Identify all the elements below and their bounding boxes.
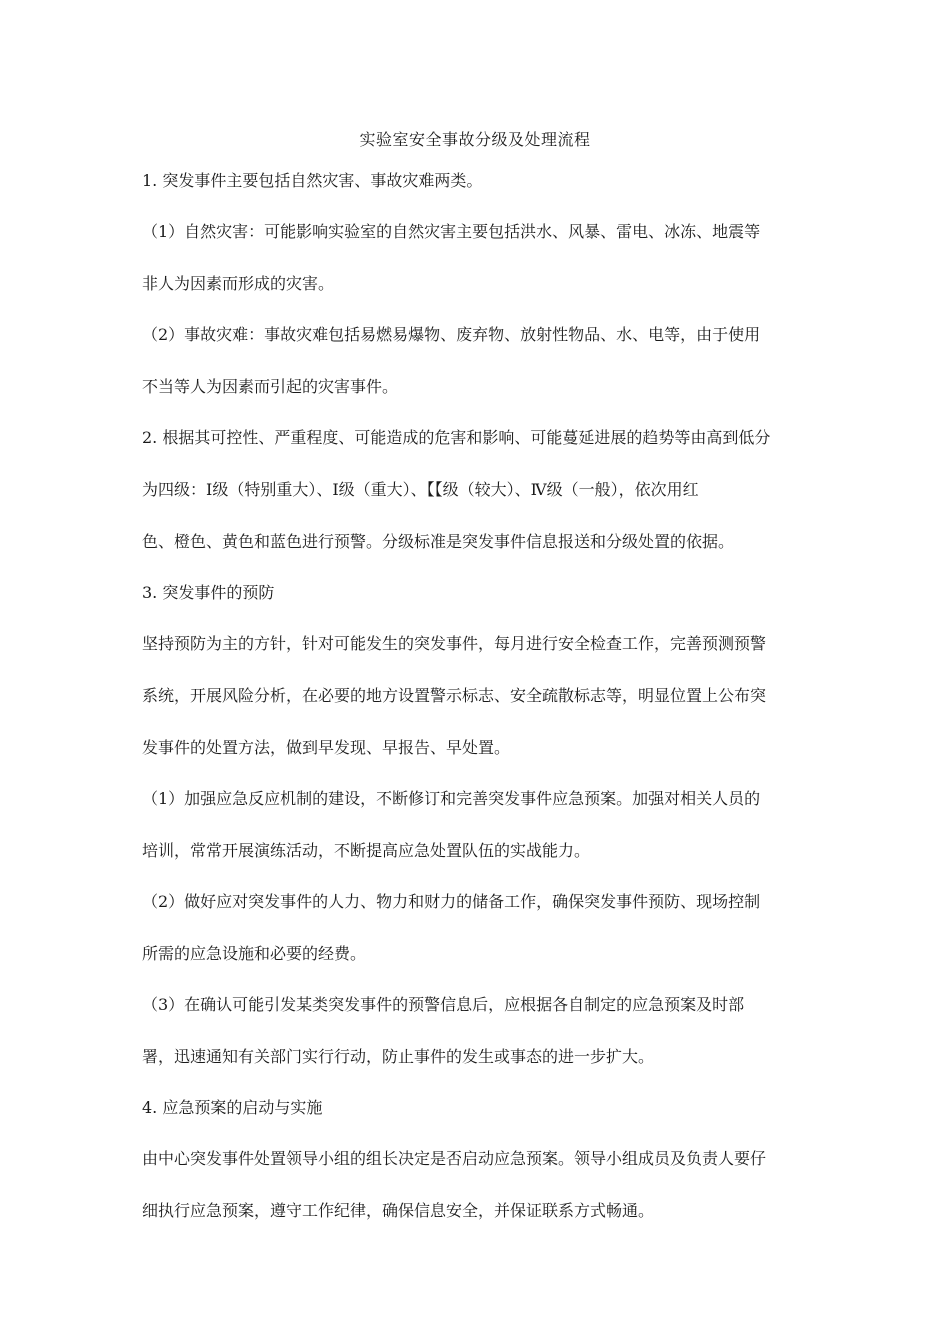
paragraph-line: 2. 根据其可控性、严重程度、可能造成的危害和影响、可能蔓延进展的趋势等由高到低分 xyxy=(142,428,771,447)
paragraph-natural-disaster xyxy=(142,219,822,296)
paragraph-prevention-2 xyxy=(142,889,822,966)
paragraph-line: 4. 应急预案的启动与实施 xyxy=(142,1098,323,1117)
paragraph-line: 细执行应急预案，遵守工作纪律，确保信息安全，并保证联系方式畅通。 xyxy=(142,1201,655,1220)
paragraph-line: （1）自然灾害：可能影响实验室的自然灾害主要包括洪水、风暴、雷电、冰冻、地震等 xyxy=(142,222,761,241)
paragraph-line: （1）加强应急反应机制的建设，不断修订和完善突发事件应急预案。加强对相关人员的 xyxy=(142,789,761,808)
paragraph-plan-activation xyxy=(142,1146,822,1223)
paragraph-line: 发事件的处置方法，做到早发现、早报告、早处置。 xyxy=(142,738,511,757)
paragraph-line: 培训，常常开展演练活动，不断提高应急处置队伍的实战能力。 xyxy=(142,841,591,860)
document-body xyxy=(142,168,822,1249)
paragraph-accident-disaster xyxy=(142,322,822,399)
paragraph-line: 所需的应急设施和必要的经费。 xyxy=(142,944,367,963)
section-heading-3 xyxy=(142,580,822,605)
paragraph-line: 色、橙色、黄色和蓝色进行预警。分级标准是突发事件信息报送和分级处置的依据。 xyxy=(142,532,735,551)
paragraph-line: （2）事故灾难：事故灾难包括易燃易爆物、废弃物、放射性物品、水、电等，由于使用 xyxy=(142,325,761,344)
paragraph-line: 署，迅速通知有关部门实行行动，防止事件的发生或事态的进一步扩大。 xyxy=(142,1047,655,1066)
paragraph-line: 非人为因素而形成的灾害。 xyxy=(142,274,335,293)
section-heading-4 xyxy=(142,1095,822,1120)
paragraph-classification xyxy=(142,425,822,554)
paragraph-line: 3. 突发事件的预防 xyxy=(142,583,275,602)
document-title: 实验室安全事故分级及处理流程 xyxy=(359,130,591,149)
paragraph-line: 1. 突发事件主要包括自然灾害、事故灾难两类。 xyxy=(142,171,483,190)
paragraph-line: 为四级：Ⅰ级（特别重大）、Ⅰ级（重大）、【【级（较大）、Ⅳ级（一般），依次用红 xyxy=(142,480,699,499)
paragraph-prevention-1 xyxy=(142,786,822,863)
paragraph-line: 系统，开展风险分析，在必要的地方设置警示标志、安全疏散标志等，明显位置上公布突 xyxy=(142,686,767,705)
paragraph-prevention-3 xyxy=(142,992,822,1069)
section-heading-1 xyxy=(142,168,822,193)
paragraph-line: 不当等人为因素而引起的灾害事件。 xyxy=(142,377,399,396)
paragraph-line: （2）做好应对突发事件的人力、物力和财力的储备工作，确保突发事件预防、现场控制 xyxy=(142,892,761,911)
paragraph-line: 坚持预防为主的方针，针对可能发生的突发事件，每月进行安全检查工作，完善预测预警 xyxy=(142,634,767,653)
paragraph-line: 由中心突发事件处置领导小组的组长决定是否启动应急预案。领导小组成员及负责人要仔 xyxy=(142,1149,767,1168)
paragraph-line: （3）在确认可能引发某类突发事件的预警信息后，应根据各自制定的应急预案及时部 xyxy=(142,995,745,1014)
paragraph-prevention xyxy=(142,631,822,760)
